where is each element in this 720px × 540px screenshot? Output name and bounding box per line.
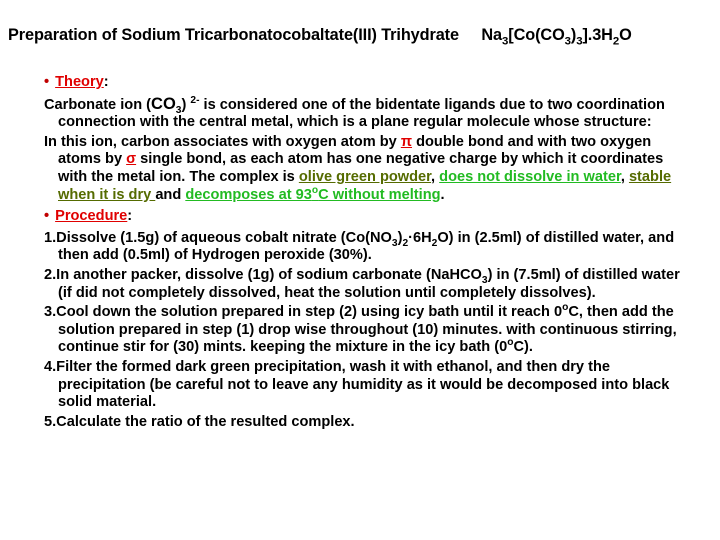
olive-green-powder-text: olive green powder bbox=[298, 168, 432, 185]
stable-dry-text: stable when it is dry bbox=[58, 168, 672, 203]
theory-paragraph-1: Carbonate ion $(CO_3)$ $^{2-}$ is considered one of the bidentate ligands due to two coordination connection with the central metal, which is a plane regular molecule whose structure: bbox=[44, 94, 665, 131]
procedure-step-4: 4.Filter the formed dark green precipitation, wash it with ethanol, and then dry the precipitation (be careful not to leave any humidity as it would be decomposed into black solid material. bbox=[44, 358, 670, 411]
procedure-heading: • Procedure: bbox=[44, 208, 133, 225]
title-formula: $Na_3[Co(CO_3)_3].3H_2O$ bbox=[481, 26, 632, 48]
decomposes-text: decomposes at 93$^o$C without melting bbox=[185, 184, 441, 203]
procedure-label: Procedure bbox=[55, 208, 128, 225]
page-title bbox=[8, 26, 714, 48]
procedure-step-1: 1.Dissolve (1.5g) of aqueous cobalt nitrate $(Co(NO_3)_2\cdot 6H_2O)$ in (2.5ml) of distilled water, and then add (0.5ml) of Hydrogen peroxide (30%). bbox=[44, 229, 675, 264]
sigma-symbol: σ bbox=[126, 151, 137, 168]
bullet-icon: • bbox=[44, 74, 50, 90]
theory-paragraph-2: In this ion, carbon associates with oxygen atom by π double bond and with two oxygen atoms by σ single bond, as each atom has one negative charge by which it coordinates with the metal ion. The complex is olive green powder, does not dissolve in water, stable when it is dry and decomposes at 93$^o$C without melting. bbox=[44, 133, 672, 203]
slide-body bbox=[44, 70, 684, 431]
theory-heading: • Theory: bbox=[44, 74, 109, 90]
title-main: Preparation of Sodium Tricarbonatocobaltate(III) Trihydrate bbox=[8, 26, 459, 44]
not-dissolve-text: does not dissolve in water bbox=[439, 168, 621, 185]
procedure-step-2: 2.In another packer, dissolve (1g) of sodium carbonate (NaHCO$_3$) in (7.5ml) of distilled water (if did not completely dissolved, heat the solution until completely dissolves). bbox=[44, 266, 680, 301]
procedure-step-5: 5.Calculate the ratio of the resulted complex. bbox=[44, 413, 355, 430]
bullet-icon: • bbox=[44, 208, 50, 225]
pi-symbol: π bbox=[400, 133, 413, 150]
procedure-step-3: 3.Cool down the solution prepared in step (2) using icy bath until it reach 0$^o$C, then add the solution prepared in step (1) drop wise throughout (10) minutes. with continuous stirring, continue stir for (30) mints. keeping the mixture in the icy bath (0$^o$C). bbox=[44, 302, 677, 356]
theory-label: Theory bbox=[55, 74, 104, 90]
